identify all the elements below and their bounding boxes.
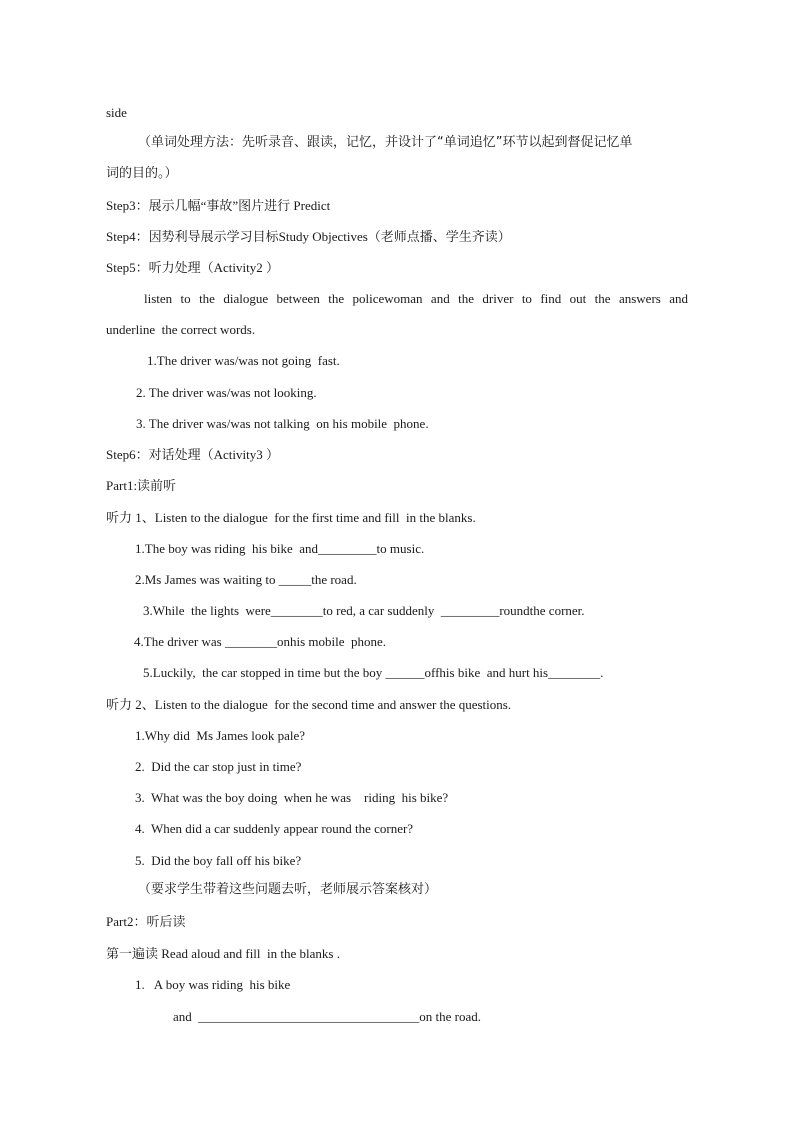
part2-heading: Part2：听后读 [106,914,186,929]
first-reading-instruction: 第一遍读 Read aloud and fill in the blanks . [106,946,340,961]
listening1-item-5: 5.Luckily, the car stopped in time but the boy ______offhis bike and hurt his________. [143,665,604,680]
listening1-item-1: 1.The boy was riding his bike and_________to music. [135,541,425,556]
activity2-instruction: listen to the dialogue between the policewoman and the driver to find out the answers and [144,291,688,306]
listening2-question-2: 2. Did the car stop just in time? [135,759,302,774]
reading-item-1-blank: and __________________________________on the road. [173,1009,482,1024]
listening1-item-2: 2.Ms James was waiting to _____the road. [135,572,357,587]
step4-line: Step4：因势利导展示学习目标Study Objectives（老师点播、学生齐读） [106,229,511,244]
listening1-item-3: 3.While the lights were________to red, a car suddenly _________roundthe corner. [143,603,585,618]
activity2-item-3: 3. The driver was/was not talking on his mobile phone. [136,416,429,431]
listening2-instruction: 听力 2、Listen to the dialogue for the second time and answer the questions. [106,697,512,712]
reading-item-1: 1. A boy was riding his bike [135,977,291,992]
step6-line: Step6：对话处理（Activity3 ） [106,447,279,462]
step5-line: Step5：听力处理（Activity2 ） [106,260,279,275]
text-line-vocab-purpose: 词的目的。） [106,166,178,181]
activity2-item-2: 2. The driver was/was not looking. [136,385,317,400]
listening2-question-3: 3. What was the boy doing when he was riding his bike? [135,790,449,805]
listening2-question-4: 4. When did a car suddenly appear round the corner? [135,821,414,836]
part1-heading: Part1:读前听 [106,478,177,493]
activity2-instruction-cont: underline the correct words. [106,322,256,337]
listening2-question-1: 1.Why did Ms James look pale? [135,728,306,743]
activity2-item-1: 1.The driver was/was not going fast. [147,353,340,368]
text-line-vocab-method: （单词处理方法：先听录音、跟读，记忆，并设计了“单词追忆”环节以起到督促记忆单 [138,135,633,150]
text-line-side: side [106,105,127,120]
listening2-question-5: 5. Did the boy fall off his bike? [135,853,302,868]
listening1-item-4: 4.The driver was ________onhis mobile phone. [134,634,387,649]
step3-line: Step3：展示几幅“事故”图片进行 Predict [106,198,331,213]
listening1-instruction: 听力 1、Listen to the dialogue for the first time and fill in the blanks. [106,510,476,525]
teacher-note: （要求学生带着这些问题去听，老师展示答案核对） [138,882,438,897]
